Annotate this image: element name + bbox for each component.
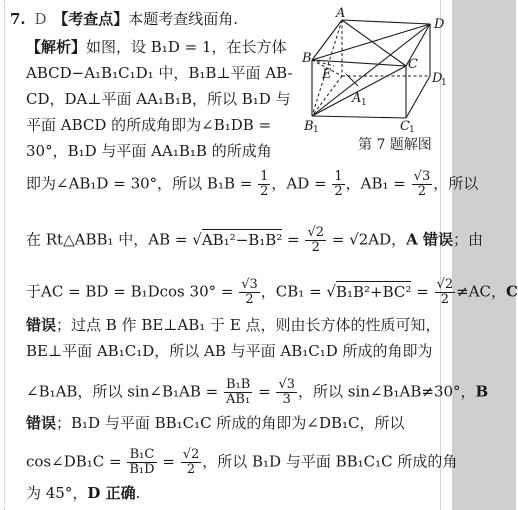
label-A: A xyxy=(336,6,346,21)
fraction-b1b: $\frac{1}{2}$ xyxy=(260,169,269,199)
line-11-a: ∠B₁AB，所以 sin∠B₁AB = xyxy=(26,382,219,401)
line-8-a: 于AC = BD = B₁Dcos 30° = xyxy=(26,282,234,301)
line-7-a: 在 Rt△ABB₁ 中，AB = xyxy=(26,230,188,249)
option-c-wrong: 错误 xyxy=(26,316,57,334)
tag-point: 【考查点】 xyxy=(53,10,129,28)
line-13-a: cos∠DB₁C = xyxy=(26,452,122,471)
text-line-7: 在 Rt△ABB₁ 中，AB = √AB₁²−B₁B² = $\frac{√2}{2}$ = √2AD，A 错误；由 xyxy=(26,225,484,255)
fraction-ad: $\frac{1}{2}$ xyxy=(334,169,343,199)
line-7-b: = xyxy=(287,230,300,249)
text-line-2: ABCD−A₁B₁C₁D₁ 中，B₁B⊥平面 AB- xyxy=(26,64,293,82)
label-B1-sub: 1 xyxy=(313,125,319,135)
label-A1: A xyxy=(352,91,362,106)
label-B: B xyxy=(302,51,312,66)
sqrt2-value: √2 xyxy=(349,230,369,249)
fraction-sin: $\frac{\text{B₁B}}{\text{AB₁}}$ xyxy=(225,377,251,407)
point-text: 本题考查线面角. xyxy=(128,10,239,28)
line-11-c: ，所以 sin∠B₁AB≠30°， xyxy=(298,382,476,401)
line-7-c: = xyxy=(331,230,345,249)
option-d-correct: D 正确 xyxy=(87,484,136,502)
fraction-ac: $\frac{√3}{2}$ xyxy=(241,277,258,307)
tag-analysis: 【解析】 xyxy=(26,38,87,56)
cuboid-figure xyxy=(302,6,452,135)
option-b-wrong: 错误 xyxy=(26,414,57,432)
fraction-sin-result: $\frac{√3}{3}$ xyxy=(278,377,295,407)
fraction-ab1: $\frac{√3}{2}$ xyxy=(413,169,431,199)
question-number: 7. xyxy=(10,10,26,28)
label-C: C xyxy=(408,57,418,72)
line-1-text: 如图，设 B₁D = 1，在长方体 xyxy=(86,38,287,56)
text-line-12 xyxy=(26,414,405,432)
fraction-cos: $\frac{\text{B₁C}}{\text{B₁D}}$ xyxy=(129,447,155,477)
line-6-b: ，AD = xyxy=(271,174,327,193)
label-A1-sub: 1 xyxy=(361,98,367,108)
text-line-4: 平面 ABCD 的所成角即为∠B₁DB = xyxy=(26,116,272,134)
label-C1: C xyxy=(400,119,410,134)
text-line-3: CD，DA⊥平面 AA₁B₁B，所以 B₁D 与 xyxy=(26,90,291,108)
label-C1-sub: 1 xyxy=(409,125,415,135)
line-8-d: ≠AC， xyxy=(456,282,507,301)
line-9-b: ；过点 B 作 BE⊥AB₁ 于 E 点，则由长方体的性质可知， xyxy=(56,316,441,334)
line-12-b: ；B₁D 与平面 BB₁C₁C 所成的角即为∠DB₁C，所以 xyxy=(56,414,405,432)
gray-edge-strip xyxy=(452,0,516,510)
text-line-5: 30°，B₁D 与平面 AA₁B₁B 的所成角 xyxy=(26,142,272,160)
line-13-b: = xyxy=(162,452,175,471)
label-D1-sub: 1 xyxy=(441,78,447,88)
option-c-label: C xyxy=(506,282,518,301)
text-line-8: 于AC = BD = B₁Dcos 30° = $\frac{√3}{2}$ ，CB₁ = √B₁B²+BC² = $\frac{√2}{2}$ ≠AC，C xyxy=(26,277,518,307)
label-E: E xyxy=(322,67,332,82)
label-D: D xyxy=(434,17,445,32)
text-line-10: BE⊥平面 AB₁C₁D，所以 AB 与平面 AB₁C₁D 所成的角即为 xyxy=(26,342,433,360)
option-b-label: B xyxy=(475,382,489,401)
line-13-c: ，所以 B₁D 与平面 BB₁C₁C 所成的角 xyxy=(202,452,458,471)
fraction-ab-result: $\frac{√2}{2}$ xyxy=(307,225,325,255)
option-a-wrong: A 错误 xyxy=(406,230,454,249)
fraction-cb1: $\frac{√2}{2}$ xyxy=(436,277,454,307)
text-line-11 xyxy=(26,378,488,407)
sqrt-ab: AB₁²−B₁B² xyxy=(201,230,283,249)
margin-dotted-line xyxy=(4,0,5,510)
label-B1: B xyxy=(304,119,314,134)
line-8-b: ，CB₁ = xyxy=(260,282,322,301)
text-line-1 xyxy=(26,38,287,56)
fraction-cos-result: $\frac{√2}{2}$ xyxy=(182,447,200,477)
text-line-6 xyxy=(26,170,478,199)
figure-caption: 第 7 题解图 xyxy=(358,137,432,153)
line-14-c: . xyxy=(135,484,141,502)
line-6-d: ，所以 xyxy=(433,174,479,193)
text-line-9 xyxy=(26,316,441,334)
line-11-b: = xyxy=(258,382,271,401)
text-line-13 xyxy=(26,448,457,477)
line-14-a: 为 45°， xyxy=(26,484,88,502)
sqrt-cb1: B₁B²+BC² xyxy=(335,282,412,301)
text-line-14 xyxy=(26,484,140,502)
label-D1: D xyxy=(432,71,443,86)
line-8-c: = xyxy=(416,282,429,301)
line-6-a: 即为∠AB₁D = 30°，所以 B₁B = xyxy=(26,174,253,193)
line-6-c: ，AB₁ = xyxy=(345,174,406,193)
line-7-d: AD， xyxy=(368,230,407,249)
question-header xyxy=(10,10,238,28)
answer-letter: D xyxy=(34,10,47,28)
line-7-f: ；由 xyxy=(453,230,484,249)
